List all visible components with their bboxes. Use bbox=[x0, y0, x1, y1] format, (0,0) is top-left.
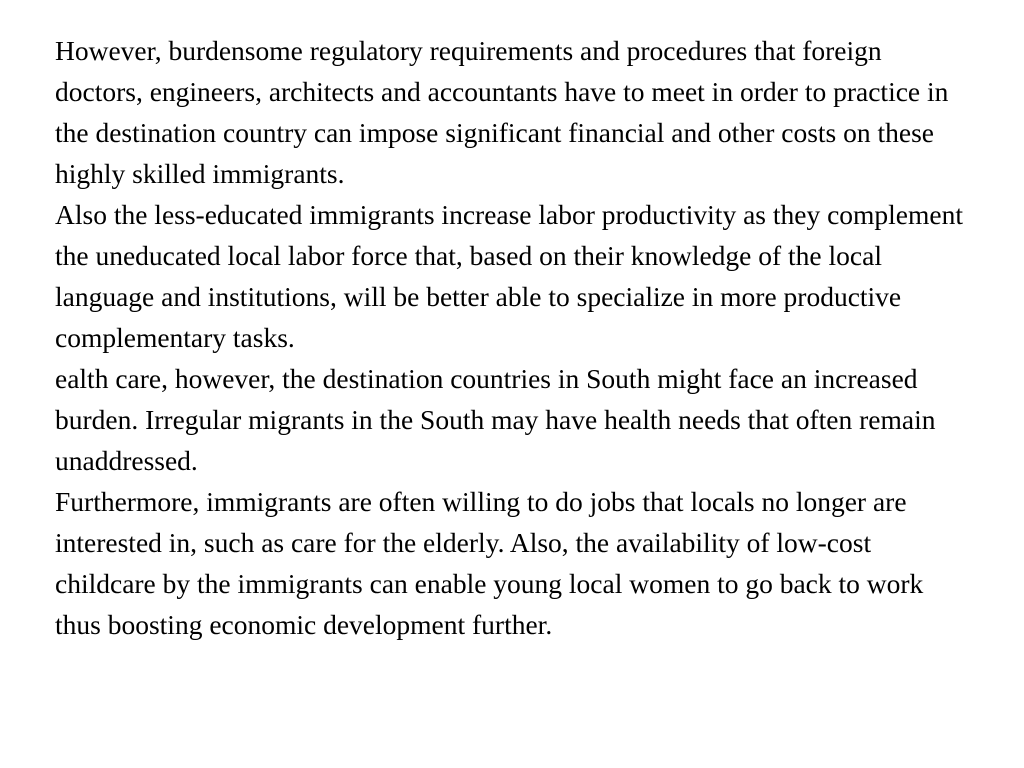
paragraph-health-care: ealth care, however, the destination countries in South might face an increased burden. Irregular migrants in the South may have health needs that often remain unaddressed. bbox=[55, 363, 936, 476]
paragraph-labor-productivity: Also the less-educated immigrants increase labor productivity as they complement the uneducated local labor force that, based on their knowledge of the local language and institutions, will be better able to specialize in more productive complementary tasks. bbox=[55, 199, 963, 353]
paragraph-childcare-development: Furthermore, immigrants are often willing to do jobs that locals no longer are interested in, such as care for the elderly. Also, the availability of low-cost childcare by the immigrants can enable young local women to go back to work thus boosting economic development further. bbox=[55, 486, 924, 640]
paragraph-regulatory-costs: However, burdensome regulatory requirements and procedures that foreign doctors, engineers, architects and accountants have to meet in order to practice in the destination country can impose significant financial and other costs on these highly skilled immigrants. bbox=[55, 35, 949, 189]
